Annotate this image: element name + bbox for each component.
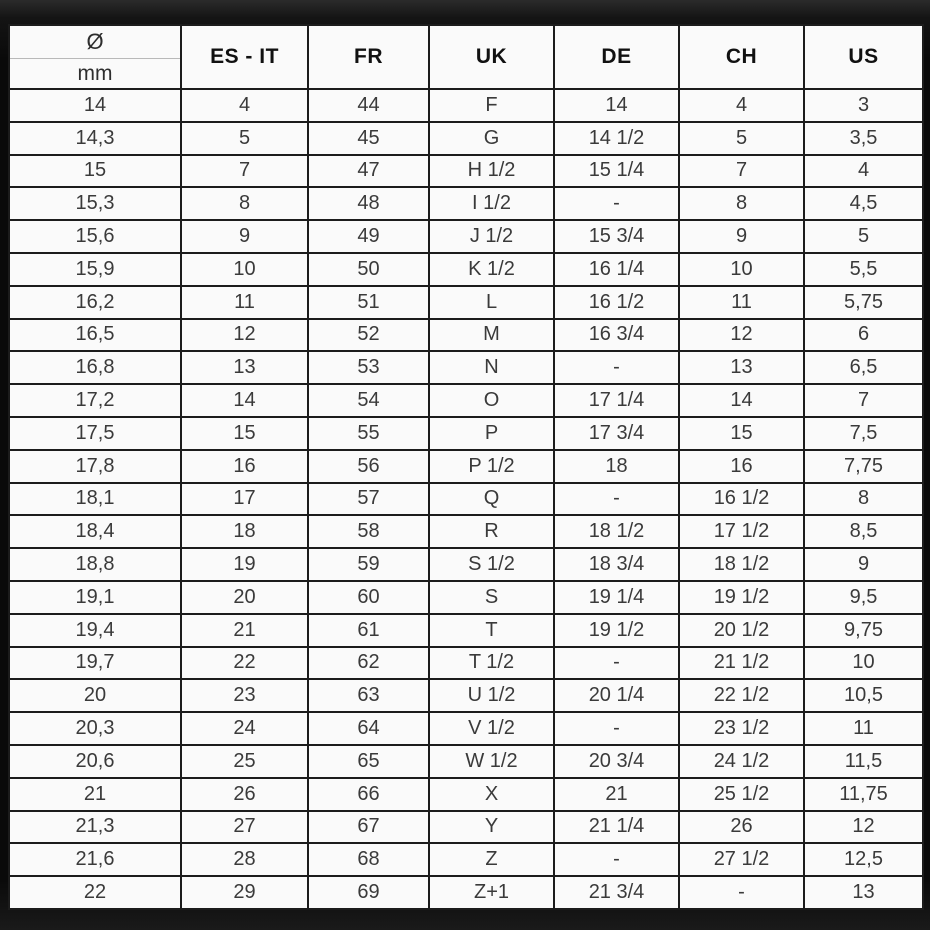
table-cell: 7 bbox=[804, 384, 923, 417]
table-cell: 20 bbox=[9, 679, 181, 712]
table-cell: 18 1/2 bbox=[679, 548, 804, 581]
table-cell: G bbox=[429, 122, 554, 155]
table-cell: S bbox=[429, 581, 554, 614]
table-cell: 19,1 bbox=[9, 581, 181, 614]
table-cell: 23 1/2 bbox=[679, 712, 804, 745]
table-cell: 15 1/4 bbox=[554, 155, 679, 188]
table-cell: 18,4 bbox=[9, 515, 181, 548]
table-cell: 53 bbox=[308, 351, 429, 384]
table-cell: 21,6 bbox=[9, 843, 181, 876]
table-cell: 20 1/2 bbox=[679, 614, 804, 647]
table-cell: 44 bbox=[308, 89, 429, 122]
table-cell: 59 bbox=[308, 548, 429, 581]
table-cell: 4 bbox=[804, 155, 923, 188]
table-cell: 9,5 bbox=[804, 581, 923, 614]
table-cell: 63 bbox=[308, 679, 429, 712]
table-row bbox=[9, 253, 923, 286]
table-cell: 22 bbox=[181, 647, 308, 680]
table-cell: 66 bbox=[308, 778, 429, 811]
table-cell: 47 bbox=[308, 155, 429, 188]
table-cell: 11 bbox=[804, 712, 923, 745]
table-cell: 13 bbox=[181, 351, 308, 384]
table-row bbox=[9, 515, 923, 548]
table-cell: 6 bbox=[804, 319, 923, 352]
table-cell: 25 bbox=[181, 745, 308, 778]
table-cell: 26 bbox=[679, 811, 804, 844]
table-cell: 68 bbox=[308, 843, 429, 876]
table-cell: 11,5 bbox=[804, 745, 923, 778]
table-cell: 21 bbox=[554, 778, 679, 811]
header-col-us: US bbox=[804, 25, 923, 89]
table-row bbox=[9, 876, 923, 909]
table-cell: Q bbox=[429, 483, 554, 516]
table-row bbox=[9, 614, 923, 647]
table-cell: 15 bbox=[679, 417, 804, 450]
table-cell: 13 bbox=[804, 876, 923, 909]
table-cell: 7,5 bbox=[804, 417, 923, 450]
table-cell: Z+1 bbox=[429, 876, 554, 909]
table-cell: 25 1/2 bbox=[679, 778, 804, 811]
table-cell: 17 bbox=[181, 483, 308, 516]
table-cell: 21 bbox=[181, 614, 308, 647]
table-row bbox=[9, 745, 923, 778]
table-cell: 12 bbox=[804, 811, 923, 844]
table-row bbox=[9, 450, 923, 483]
table-row bbox=[9, 679, 923, 712]
table-cell: N bbox=[429, 351, 554, 384]
table-row bbox=[9, 384, 923, 417]
table-cell: 7 bbox=[181, 155, 308, 188]
table-cell: V 1/2 bbox=[429, 712, 554, 745]
header-col-uk: UK bbox=[429, 25, 554, 89]
table-cell: 16 bbox=[181, 450, 308, 483]
table-cell: 21 bbox=[9, 778, 181, 811]
table-cell: - bbox=[554, 483, 679, 516]
table-cell: 16 bbox=[679, 450, 804, 483]
header-row bbox=[9, 25, 923, 89]
table-row bbox=[9, 417, 923, 450]
table-cell: S 1/2 bbox=[429, 548, 554, 581]
ring-size-conversion-table bbox=[8, 24, 924, 910]
table-cell: 18,1 bbox=[9, 483, 181, 516]
header-col-de: DE bbox=[554, 25, 679, 89]
table-row bbox=[9, 122, 923, 155]
table-cell: M bbox=[429, 319, 554, 352]
table-cell: P 1/2 bbox=[429, 450, 554, 483]
table-cell: 13 bbox=[679, 351, 804, 384]
table-cell: 16,8 bbox=[9, 351, 181, 384]
table-row bbox=[9, 319, 923, 352]
table-cell: 11,75 bbox=[804, 778, 923, 811]
table-row bbox=[9, 187, 923, 220]
table-cell: 14,3 bbox=[9, 122, 181, 155]
table-cell: 58 bbox=[308, 515, 429, 548]
table-cell: 12 bbox=[679, 319, 804, 352]
table-cell: 18 1/2 bbox=[554, 515, 679, 548]
table-cell: 67 bbox=[308, 811, 429, 844]
header-col-ch: CH bbox=[679, 25, 804, 89]
table-cell: 54 bbox=[308, 384, 429, 417]
table-cell: 17 1/4 bbox=[554, 384, 679, 417]
table-cell: 8,5 bbox=[804, 515, 923, 548]
table-cell: 27 bbox=[181, 811, 308, 844]
table-cell: 16,2 bbox=[9, 286, 181, 319]
table-cell: 19 1/4 bbox=[554, 581, 679, 614]
table-row bbox=[9, 351, 923, 384]
table-cell: 19 1/2 bbox=[679, 581, 804, 614]
table-cell: 14 bbox=[679, 384, 804, 417]
table-cell: 7 bbox=[679, 155, 804, 188]
table-cell: 15,3 bbox=[9, 187, 181, 220]
table-cell: - bbox=[554, 647, 679, 680]
table-row bbox=[9, 843, 923, 876]
table-cell: 51 bbox=[308, 286, 429, 319]
table-cell: 14 bbox=[181, 384, 308, 417]
table-cell: 5 bbox=[679, 122, 804, 155]
table-cell: 15,6 bbox=[9, 220, 181, 253]
table-row bbox=[9, 811, 923, 844]
table-cell: J 1/2 bbox=[429, 220, 554, 253]
table-cell: 10 bbox=[679, 253, 804, 286]
table-cell: 16 3/4 bbox=[554, 319, 679, 352]
table-cell: 14 1/2 bbox=[554, 122, 679, 155]
table-cell: T 1/2 bbox=[429, 647, 554, 680]
table-cell: 15 3/4 bbox=[554, 220, 679, 253]
table-row bbox=[9, 286, 923, 319]
table-cell: 20,6 bbox=[9, 745, 181, 778]
table-row bbox=[9, 581, 923, 614]
table-cell: H 1/2 bbox=[429, 155, 554, 188]
table-cell: 9 bbox=[181, 220, 308, 253]
header-col-fr: FR bbox=[308, 25, 429, 89]
table-cell: 17,2 bbox=[9, 384, 181, 417]
table-body bbox=[9, 89, 923, 909]
table-cell: 14 bbox=[554, 89, 679, 122]
table-cell: 16,5 bbox=[9, 319, 181, 352]
table-cell: 18,8 bbox=[9, 548, 181, 581]
table-cell: 64 bbox=[308, 712, 429, 745]
table-cell: R bbox=[429, 515, 554, 548]
table-row bbox=[9, 155, 923, 188]
table-cell: 8 bbox=[804, 483, 923, 516]
table-cell: 5,5 bbox=[804, 253, 923, 286]
table-cell: 62 bbox=[308, 647, 429, 680]
table-cell: 19,7 bbox=[9, 647, 181, 680]
table-cell: 5 bbox=[804, 220, 923, 253]
diameter-unit-label: mm bbox=[77, 61, 113, 85]
table-cell: 21,3 bbox=[9, 811, 181, 844]
table-cell: 23 bbox=[181, 679, 308, 712]
table-cell: O bbox=[429, 384, 554, 417]
table-cell: K 1/2 bbox=[429, 253, 554, 286]
table-cell: 17 3/4 bbox=[554, 417, 679, 450]
table-row bbox=[9, 548, 923, 581]
table-cell: W 1/2 bbox=[429, 745, 554, 778]
table-cell: 8 bbox=[679, 187, 804, 220]
table-cell: 17,5 bbox=[9, 417, 181, 450]
table-cell: 20 1/4 bbox=[554, 679, 679, 712]
table-cell: 9,75 bbox=[804, 614, 923, 647]
table-cell: 6,5 bbox=[804, 351, 923, 384]
ring-size-table-container bbox=[8, 24, 922, 906]
table-cell: 7,75 bbox=[804, 450, 923, 483]
table-cell: 61 bbox=[308, 614, 429, 647]
table-cell: Z bbox=[429, 843, 554, 876]
table-cell: 22 bbox=[9, 876, 181, 909]
table-row bbox=[9, 220, 923, 253]
table-cell: 4,5 bbox=[804, 187, 923, 220]
table-cell: 9 bbox=[804, 548, 923, 581]
table-cell: 26 bbox=[181, 778, 308, 811]
table-cell: 45 bbox=[308, 122, 429, 155]
table-cell: 19 1/2 bbox=[554, 614, 679, 647]
header-diameter-mm bbox=[9, 25, 181, 89]
table-cell: 4 bbox=[181, 89, 308, 122]
table-cell: 19,4 bbox=[9, 614, 181, 647]
table-cell: 28 bbox=[181, 843, 308, 876]
table-cell: F bbox=[429, 89, 554, 122]
table-cell: 12 bbox=[181, 319, 308, 352]
table-cell: 16 1/4 bbox=[554, 253, 679, 286]
table-cell: - bbox=[554, 712, 679, 745]
table-cell: - bbox=[554, 351, 679, 384]
table-cell: 10 bbox=[804, 647, 923, 680]
table-cell: 60 bbox=[308, 581, 429, 614]
table-cell: 3,5 bbox=[804, 122, 923, 155]
table-cell: 20,3 bbox=[9, 712, 181, 745]
table-cell: 9 bbox=[679, 220, 804, 253]
table-row bbox=[9, 483, 923, 516]
table-cell: 10 bbox=[181, 253, 308, 286]
table-cell: U 1/2 bbox=[429, 679, 554, 712]
table-cell: 65 bbox=[308, 745, 429, 778]
table-cell: 69 bbox=[308, 876, 429, 909]
table-cell: - bbox=[554, 187, 679, 220]
table-cell: 50 bbox=[308, 253, 429, 286]
table-cell: 19 bbox=[181, 548, 308, 581]
table-cell: 55 bbox=[308, 417, 429, 450]
table-cell: 56 bbox=[308, 450, 429, 483]
table-cell: 20 3/4 bbox=[554, 745, 679, 778]
table-cell: 4 bbox=[679, 89, 804, 122]
table-cell: 5 bbox=[181, 122, 308, 155]
table-cell: 24 bbox=[181, 712, 308, 745]
table-cell: 10,5 bbox=[804, 679, 923, 712]
table-cell: I 1/2 bbox=[429, 187, 554, 220]
table-cell: 18 3/4 bbox=[554, 548, 679, 581]
table-cell: - bbox=[679, 876, 804, 909]
table-cell: 17,8 bbox=[9, 450, 181, 483]
table-cell: 14 bbox=[9, 89, 181, 122]
table-cell: - bbox=[554, 843, 679, 876]
table-cell: 24 1/2 bbox=[679, 745, 804, 778]
table-cell: 49 bbox=[308, 220, 429, 253]
table-cell: Y bbox=[429, 811, 554, 844]
table-cell: 29 bbox=[181, 876, 308, 909]
table-cell: P bbox=[429, 417, 554, 450]
table-cell: 15 bbox=[181, 417, 308, 450]
table-cell: 11 bbox=[181, 286, 308, 319]
table-cell: 8 bbox=[181, 187, 308, 220]
table-cell: 21 3/4 bbox=[554, 876, 679, 909]
table-cell: 16 1/2 bbox=[679, 483, 804, 516]
table-cell: 18 bbox=[554, 450, 679, 483]
table-cell: 52 bbox=[308, 319, 429, 352]
header-col-es-it: ES - IT bbox=[181, 25, 308, 89]
table-cell: 12,5 bbox=[804, 843, 923, 876]
table-cell: T bbox=[429, 614, 554, 647]
table-cell: X bbox=[429, 778, 554, 811]
table-row bbox=[9, 778, 923, 811]
table-cell: 27 1/2 bbox=[679, 843, 804, 876]
diameter-symbol: Ø bbox=[10, 26, 180, 59]
table-cell: 16 1/2 bbox=[554, 286, 679, 319]
table-cell: 11 bbox=[679, 286, 804, 319]
table-cell: 20 bbox=[181, 581, 308, 614]
table-row bbox=[9, 647, 923, 680]
table-row bbox=[9, 89, 923, 122]
table-cell: 15,9 bbox=[9, 253, 181, 286]
table-cell: 5,75 bbox=[804, 286, 923, 319]
table-cell: 48 bbox=[308, 187, 429, 220]
table-cell: 21 1/4 bbox=[554, 811, 679, 844]
table-cell: 17 1/2 bbox=[679, 515, 804, 548]
table-cell: 21 1/2 bbox=[679, 647, 804, 680]
table-cell: 18 bbox=[181, 515, 308, 548]
table-cell: 22 1/2 bbox=[679, 679, 804, 712]
table-cell: 57 bbox=[308, 483, 429, 516]
table-cell: 15 bbox=[9, 155, 181, 188]
table-cell: L bbox=[429, 286, 554, 319]
table-cell: 3 bbox=[804, 89, 923, 122]
table-row bbox=[9, 712, 923, 745]
